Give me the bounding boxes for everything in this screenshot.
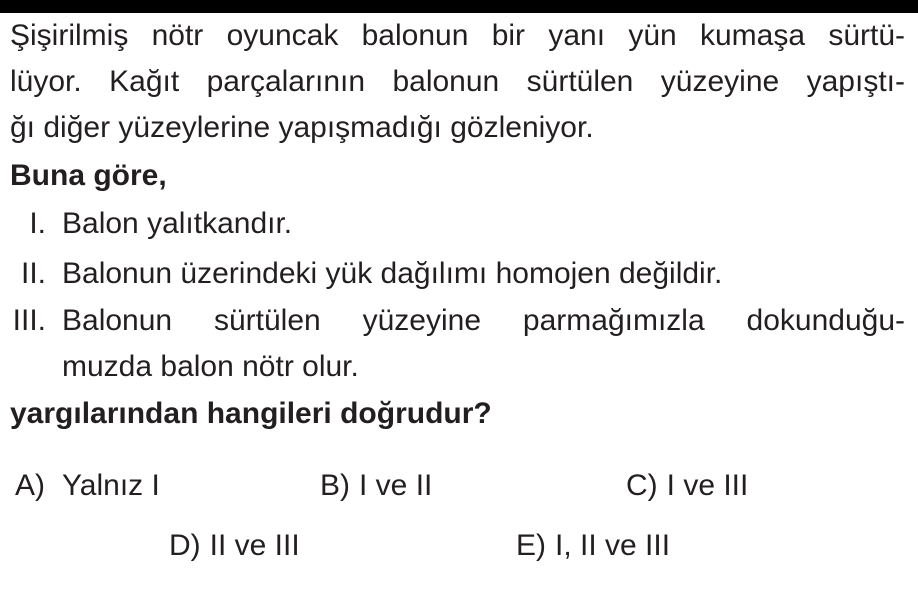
statement-text: Balonun sürtülen yüzeyine parmağımızla dokunduğu- muzda balon nötr olur. (62, 304, 905, 383)
answer-options (0, 463, 918, 569)
option-letter: D) (169, 529, 201, 562)
option-b (320, 463, 432, 509)
question-prompt: yargılarından hangileri doğrudur? (10, 397, 492, 430)
statement-text: Balon yalıtkandır. (62, 207, 293, 240)
statement-numeral: III. (12, 304, 46, 337)
statement-numeral: I. (29, 207, 46, 240)
option-c (626, 463, 748, 509)
statement-item-3 (10, 298, 905, 390)
option-text: I ve II (359, 469, 433, 502)
option-text: I ve III (666, 469, 749, 502)
options-row-2 (0, 523, 918, 569)
options-row-1 (0, 463, 918, 509)
question-paragraph-line: Şişirilmiş nötr oyuncak balonun bir yanı yün kumaşa sürtü- (10, 19, 905, 52)
statement-item-1 (10, 201, 905, 247)
option-a (15, 463, 160, 509)
question-paragraph-line: lüyor. Kağıt parçalarının balonun sürtülen yüzeyine yapıştı- (10, 65, 905, 98)
top-divider-bar (0, 0, 918, 13)
statement-text: Balonun üzerindeki yük dağılımı homojen değildir. (62, 257, 723, 290)
option-text: Yalnız I (62, 469, 160, 502)
option-letter: B) (320, 469, 350, 502)
question-paragraph (10, 13, 905, 151)
option-e (516, 523, 670, 569)
option-letter: E) (516, 529, 546, 562)
question-content (0, 13, 918, 437)
option-letter: A) (15, 469, 45, 502)
option-d (169, 523, 300, 569)
question-paragraph-line: ğı diğer yüzeylerine yapışmadığı gözleniyor. (10, 111, 594, 144)
option-text: II ve III (209, 529, 300, 562)
question-intro-label: Buna göre, (10, 159, 167, 192)
statement-numeral: II. (20, 257, 46, 290)
option-text: I, II ve III (555, 529, 671, 562)
statement-item-2 (10, 251, 905, 297)
option-letter: C) (626, 469, 658, 502)
